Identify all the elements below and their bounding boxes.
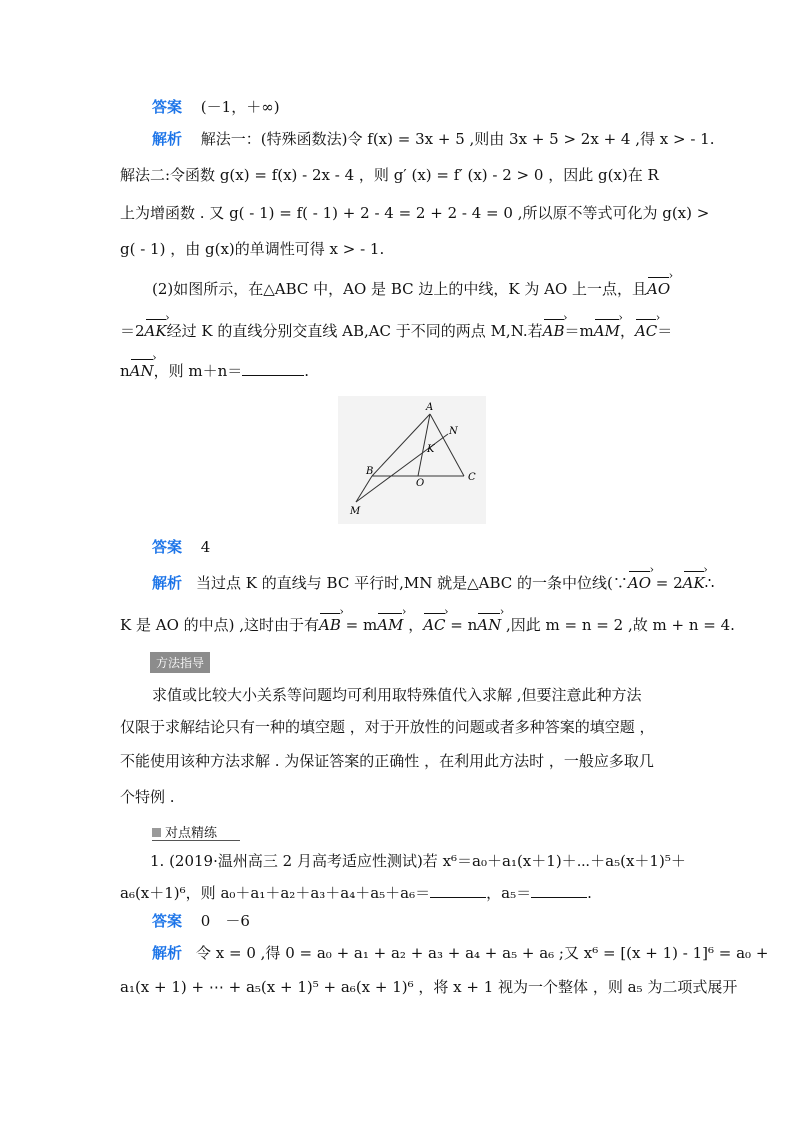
method-line-3: 不能使用该种方法求解 . 为保证答案的正确性 ，在利用此方法时 ，一般应多取几 [120, 752, 654, 770]
vector-AB: AB › [319, 616, 341, 634]
q2-text: ＝2 [120, 322, 145, 340]
analysis-label: 解析 [152, 130, 183, 148]
section-square-icon [152, 828, 161, 837]
q2-text: 经过 K 的直线分别交直线 AB,AC 于不同的两点 M,N.若 [166, 322, 543, 340]
analysis-line-3: 上为增函数 . 又 g( - 1) = f( - 1) + 2 - 4 = 2 + 2 - 4 = 0 ,所以原不等式可化为 g(x) > [120, 204, 710, 222]
section-heading [152, 822, 217, 841]
q2-analysis-text: = m [340, 616, 378, 634]
q2-analysis-text: K 是 AO 的中点) ,这时由于有 [120, 616, 320, 634]
answer-label: 答案 [152, 912, 183, 930]
problem1-analysis-line-1 [152, 942, 768, 963]
problem1-line-1: 1. (2019·温州高三 2 月高考适应性测试)若 x⁶＝a₀＋a₁(x＋1)＋⋯＋a₅(x＋1)⁵＋ [150, 852, 686, 870]
problem1-text: ，a₅＝ [486, 884, 532, 902]
answer-value: 4 [200, 538, 211, 556]
analysis-line-1 [152, 128, 714, 149]
q2-text: (2)如图所示，在△ABC 中，AO 是 BC 边上的中线，K 为 AO 上一点，且 [152, 280, 648, 298]
vector-AC: AC › [423, 616, 445, 634]
label-O: O [416, 478, 425, 489]
analysis-line-4: g( - 1) ，由 g(x)的单调性可得 x > - 1. [120, 240, 385, 258]
problem1-analysis-text: 令 x = 0 ,得 0 = a₀ + a₁ + a₂ + a₃ + a₄ + a₅ + a₆ ;又 x⁶ = [(x + 1) - 1]⁶ = a₀ + [196, 944, 769, 962]
question2-line-3 [120, 360, 309, 381]
vector-AC: AC › [635, 322, 657, 340]
vector-AK: AK › [683, 574, 705, 592]
q2-text: ，则 m＋n＝ [153, 362, 243, 380]
label-C: C [468, 472, 476, 483]
q2-analysis-line-1 [152, 572, 714, 593]
method-line-4: 个特例 . [120, 788, 175, 806]
vector-AO: AO › [647, 280, 670, 298]
section-rule [152, 840, 240, 841]
answer-blank-1 [430, 883, 486, 898]
label-B: B [366, 466, 374, 477]
answer-label: 答案 [152, 98, 183, 116]
answer-label: 答案 [152, 538, 183, 556]
method-line-2: 仅限于求解结论只有一种的填空题 ，对于开放性的问题或者多种答案的填空题 ， [120, 718, 655, 736]
method-guidance-tag: 方法指导 [150, 652, 210, 673]
q2-analysis-text: = 2 [651, 574, 683, 592]
vector-AB: AB › [543, 322, 565, 340]
label-N: N [449, 426, 458, 437]
answer-value: (－1，＋∞) [200, 98, 280, 116]
answer-blank [242, 361, 304, 376]
q2-text: n [120, 362, 130, 380]
answer-value: 0 －6 [200, 912, 250, 930]
label-K: K [427, 444, 435, 455]
analysis-label: 解析 [152, 944, 183, 962]
vector-AM: AM › [377, 616, 403, 634]
method-line-1: 求值或比较大小关系等问题均可利用取特殊值代入求解 ,但要注意此种方法 [152, 686, 642, 704]
question2-line-1 [152, 278, 670, 299]
problem1-analysis-line-2: a₁(x + 1) + ⋯ + a₅(x + 1)⁵ + a₆(x + 1)⁶ ，将 x + 1 视为一个整体 ，则 a₅ 为二项式展开 [120, 978, 738, 996]
problem1-answer-line [152, 910, 250, 931]
vector-AN: AN › [477, 616, 501, 634]
q2-analysis-text: ， [403, 616, 424, 634]
vector-AK: AK › [145, 322, 167, 340]
q2-analysis-line-2 [120, 614, 735, 635]
triangle-diagram [338, 396, 486, 524]
analysis-line-2: 解法二:令函数 g(x) = f(x) - 2x - 4 ，则 g′ (x) = f′ (x) - 2 > 0 ，因此 g(x)在 R [120, 166, 659, 184]
vector-AN: AN › [130, 362, 154, 380]
geometry-figure [338, 396, 486, 524]
vector-AM: AM › [594, 322, 620, 340]
q2-text: ＝ [657, 322, 673, 340]
problem1-text: . [587, 884, 592, 902]
q2-answer-line [152, 536, 210, 557]
q2-analysis-text: ∴ [704, 574, 715, 592]
q2-text: ＝m [564, 322, 594, 340]
analysis-label: 解析 [152, 574, 183, 592]
answer-blank-2 [531, 883, 587, 898]
label-M: M [350, 506, 361, 517]
q2-text: . [304, 362, 310, 380]
problem1-line-2 [120, 882, 592, 903]
q2-analysis-text: ,因此 m = n = 2 ,故 m + n = 4. [501, 616, 735, 634]
section-title: 对点精练 [165, 826, 218, 841]
q2-text: ， [619, 322, 635, 340]
q2-analysis-text: = n [445, 616, 478, 634]
q2-analysis-text: 当过点 K 的直线与 BC 平行时,MN 就是△ABC 的一条中位线(∵ [196, 574, 628, 592]
analysis-text: 解法一：(特殊函数法)令 f(x) = 3x + 5 ,则由 3x + 5 > 2x + 4 ,得 x > - 1. [200, 130, 715, 148]
problem1-text: a₆(x＋1)⁶，则 a₀＋a₁＋a₂＋a₃＋a₄＋a₅＋a₆＝ [120, 884, 431, 902]
question2-line-2 [120, 320, 672, 341]
vector-AO: AO › [628, 574, 651, 592]
label-A: A [426, 402, 434, 413]
answer-line-1 [152, 96, 280, 117]
